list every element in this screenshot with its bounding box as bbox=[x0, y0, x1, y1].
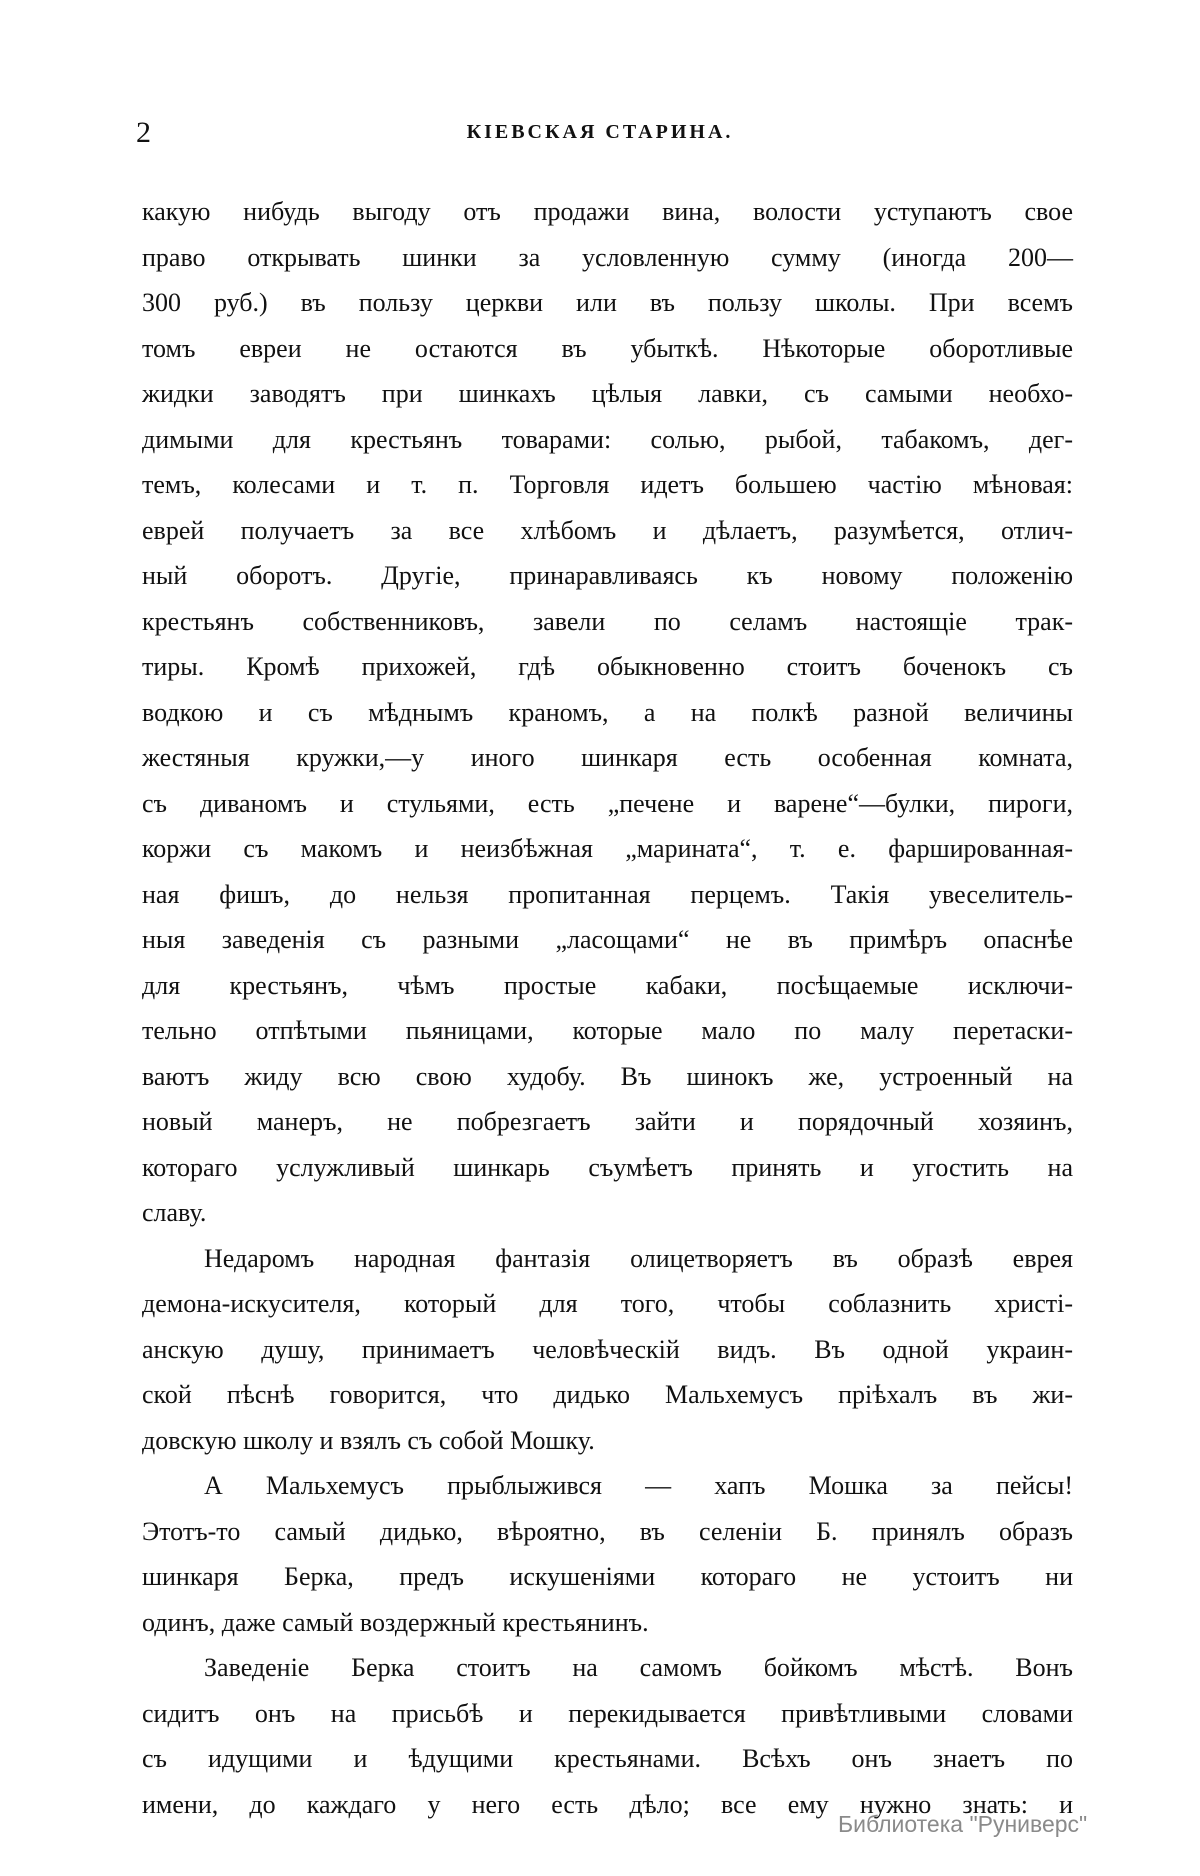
text-line: ской пѣснѣ говорится, что дидько Мальхемусъ пріѣхалъ въ жи- bbox=[142, 1380, 1073, 1409]
text-line: еврей получаетъ за все хлѣбомъ и дѣлаетъ, разумѣется, отлич- bbox=[142, 515, 1073, 545]
text-line: какую нибудь выгоду отъ продажи вина, волости уступаютъ свое bbox=[142, 197, 1073, 226]
text-line: имени, до каждаго у него есть дѣло; все ему нужно знать: и bbox=[142, 1789, 1073, 1819]
text-line: Недаромъ народная фантазія олицетворяетъ въ образѣ еврея bbox=[204, 1243, 1073, 1273]
text-line: новый манеръ, не побрезгаетъ зайти и порядочный хозяинъ, bbox=[142, 1107, 1073, 1136]
text-line: шинкаря Берка, предъ искушеніями котораго не устоитъ ни bbox=[142, 1562, 1073, 1591]
body-text bbox=[142, 189, 1073, 1827]
text-line: димыми для крестьянъ товарами: солью, рыбой, табакомъ, дег- bbox=[142, 424, 1073, 454]
text-line: съ идущими и ѣдущими крестьянами. Всѣхъ онъ знаетъ по bbox=[142, 1744, 1073, 1773]
text-line: тельно отпѣтыми пьяницами, которые мало по малу перетаски- bbox=[142, 1016, 1073, 1045]
text-line: ваютъ жиду всю свою худобу. Въ шинокъ же, устроенный на bbox=[142, 1061, 1073, 1091]
text-line: тиры. Кромѣ прихожей, гдѣ обыкновенно стоитъ боченокъ съ bbox=[142, 652, 1073, 681]
text-line: демона-искусителя, который для того, чтобы соблазнить христі- bbox=[142, 1289, 1073, 1318]
text-line: довскую школу и взялъ съ собой Мошку. bbox=[142, 1425, 595, 1455]
text-line: темъ, колесами и т. п. Торговля идетъ большею частію мѣновая: bbox=[142, 470, 1073, 499]
text-line: ный оборотъ. Другіе, принаравливаясь къ новому положенію bbox=[142, 561, 1073, 590]
text-line: жидки заводятъ при шинкахъ цѣлыя лавки, съ самыми необхо- bbox=[142, 379, 1073, 408]
text-line: право открывать шинки за условленную сумму (иногда 200— bbox=[142, 242, 1073, 272]
text-line: славу. bbox=[142, 1198, 207, 1227]
text-line: Заведеніе Берка стоитъ на самомъ бойкомъ мѣстѣ. Вонъ bbox=[204, 1653, 1073, 1682]
text-line: коржи съ макомъ и неизбѣжная „марината“, т. е. фаршированная- bbox=[142, 834, 1073, 863]
text-line: анскую душу, принимаетъ человѣческій видъ. Въ одной украин- bbox=[142, 1334, 1073, 1364]
page-number: 2 bbox=[136, 116, 151, 149]
text-line: Этотъ-то самый дидько, вѣроятно, въ селеніи Б. принялъ образъ bbox=[142, 1516, 1073, 1546]
text-line: одинъ, даже самый воздержный крестьянинъ. bbox=[142, 1607, 649, 1637]
text-line: жестяныя кружки,—у иного шинкаря есть особенная комната, bbox=[142, 743, 1073, 772]
text-line: водкою и съ мѣднымъ краномъ, а на полкѣ разной величины bbox=[142, 697, 1073, 727]
text-line: ная фишъ, до нельзя пропитанная перцемъ. Такія увеселитель- bbox=[142, 879, 1073, 909]
text-line: томъ евреи не остаются въ убыткѣ. Нѣкоторые оборотливые bbox=[142, 333, 1073, 363]
library-watermark: Библиотека "Руниверс" bbox=[838, 1811, 1088, 1837]
text-line: 300 руб.) въ пользу церкви или въ пользу школы. При всемъ bbox=[142, 288, 1073, 317]
text-line: котораго услужливый шинкарь съумѣетъ принять и угостить на bbox=[142, 1152, 1073, 1182]
text-line: съ диваномъ и стульями, есть „печене и варене“—булки, пироги, bbox=[142, 788, 1073, 818]
running-title: КІЕВСКАЯ СТАРИНА. bbox=[466, 121, 734, 143]
text-line: ныя заведенія съ разными „ласощами“ не въ примѣръ опаснѣе bbox=[142, 925, 1073, 954]
text-line: сидитъ онъ на присьбѣ и перекидывается привѣтливыми словами bbox=[142, 1698, 1073, 1728]
text-line: А Мальхемусъ прыблыжився — хапъ Мошка за пейсы! bbox=[204, 1471, 1073, 1500]
text-line: крестьянъ собственниковъ, завели по селамъ настоящіе трак- bbox=[142, 606, 1073, 636]
text-line: для крестьянъ, чѣмъ простые кабаки, посѣщаемые исключи- bbox=[142, 970, 1073, 1000]
